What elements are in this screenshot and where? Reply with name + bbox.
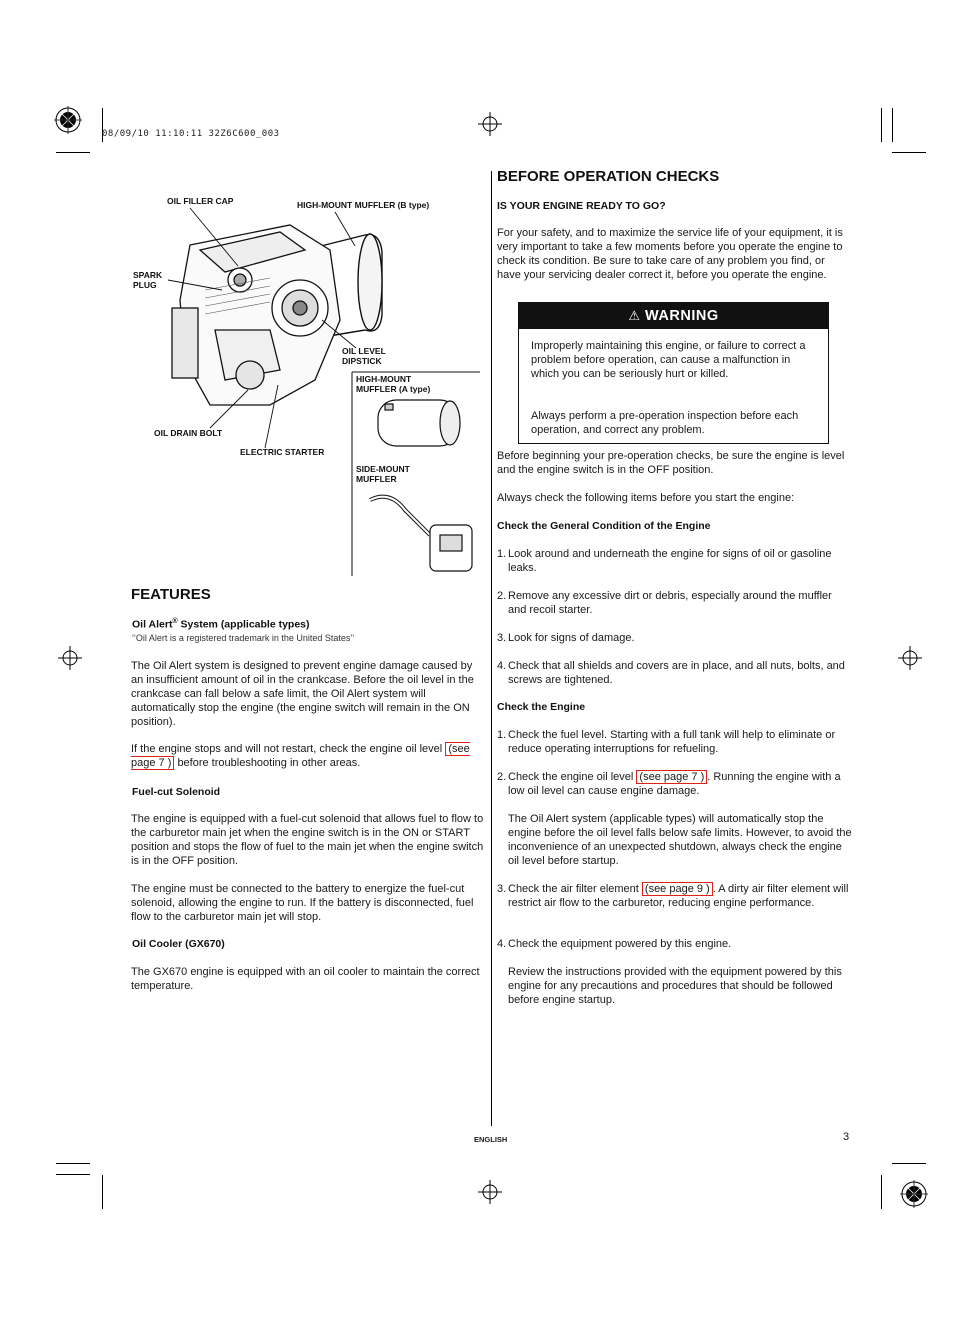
fuel-cut-title: Fuel-cut Solenoid <box>132 786 221 798</box>
checks-title: BEFORE OPERATION CHECKS <box>497 168 720 185</box>
label-electric-starter: ELECTRIC STARTER <box>240 447 325 457</box>
label-oil-drain-bolt: OIL DRAIN BOLT <box>154 428 223 438</box>
warning-box <box>518 302 829 444</box>
crosshair-icon <box>478 1180 502 1204</box>
warning-paragraph-1: Improperly maintaining this engine, or failure to correct a problem before operation, can cause a malfunction in which you can be seriously hurt or killed. <box>531 340 806 380</box>
warning-header: ⚠ WARNING <box>519 303 828 329</box>
ready-paragraph: For your safety, and to maximize the service life of your equipment, it is very important to take a few moments before you operate the engine to check its condition. Be sure to take care of any problem you find, or have your servicing dealer correct it, before you operate the engine. <box>497 227 843 281</box>
oil-alert-trademark: ‘‘Oil Alert is a registered trademark in the United States’’ <box>132 633 355 643</box>
see-page-7-link[interactable]: (see page 7 ) <box>131 743 470 769</box>
oil-cooler-title: Oil Cooler (GX670) <box>132 938 225 950</box>
oil-cooler-paragraph: The GX670 engine is equipped with an oil cooler to maintain the correct temperature. <box>131 966 480 992</box>
label-side-mount-muffler: SIDE-MOUNT MUFFLER <box>356 464 410 484</box>
fuel-cut-paragraph-2: The engine must be connected to the battery to energize the fuel-cut solenoid, allowing the engine to run. If the battery is disconnected, fuel flow to the carburetor main jet will stop. <box>131 883 474 923</box>
crosshair-icon <box>898 646 922 670</box>
crosshair-icon <box>478 112 502 136</box>
see-page-9-link[interactable]: (see page 9 ) <box>642 882 713 896</box>
label-oil-filler-cap: OIL FILLER CAP <box>167 196 234 206</box>
page-number: 3 <box>843 1131 850 1143</box>
print-timestamp: 08/09/10 11:10:11 32Z6C600_003 <box>102 129 280 139</box>
fuel-cut-paragraph-1: The engine is equipped with a fuel-cut solenoid that allows fuel to flow to the carburetor main jet when the engine switch is in the ON or START position and stops the flow of fuel to the main jet when the engine switch is in the OFF position. <box>131 813 484 867</box>
pre-check-paragraph-1: Before beginning your pre-operation checks, be sure the engine is level and the engine switch is in the OFF position. <box>497 450 845 476</box>
warning-paragraph-2: Always perform a pre-operation inspection before each operation, and correct any problem. <box>531 410 799 436</box>
oil-alert-title: Oil Alert® System (applicable types) <box>132 618 310 631</box>
pre-check-paragraph-2: Always check the following items before you start the engine: <box>497 492 795 504</box>
footer-language: ENGLISH <box>474 1135 508 1144</box>
see-page-7-link[interactable]: (see page 7 ) <box>636 770 707 784</box>
check-engine-title: Check the Engine <box>497 701 586 713</box>
label-spark-plug: SPARK PLUG <box>133 270 163 290</box>
registration-target-icon <box>900 1180 928 1208</box>
warning-triangle-icon: ⚠ <box>628 308 641 323</box>
oil-alert-note: The Oil Alert system (applicable types) will automatically stop the engine before the oil level falls below safe limits. However, to avoid the inconvenience of an unexpected shutdown, always check the engine oil level before startup. <box>508 813 852 867</box>
features-title: FEATURES <box>131 586 211 603</box>
oil-alert-paragraph-1: The Oil Alert system is designed to prevent engine damage caused by an insufficient amount of oil in the crankcase. Before the oil level in the crankcase can fall below a safe limit, the Oil Alert system will automatically stop the engine (the engine switch will remain in the ON position). <box>131 660 474 728</box>
equipment-note: Review the instructions provided with the equipment powered by this engine for any precautions and procedures that should be followed before engine startup. <box>508 966 842 1006</box>
registration-target-icon <box>54 106 82 134</box>
crosshair-icon <box>58 646 82 670</box>
label-high-mount-muffler-a: HIGH-MOUNT MUFFLER (A type) <box>356 374 431 394</box>
label-high-mount-muffler-b: HIGH-MOUNT MUFFLER (B type) <box>297 200 430 210</box>
oil-alert-paragraph-2: If the engine stops and will not restart, check the engine oil level (see page 7 ) before troubleshooting in other areas. <box>131 743 470 769</box>
label-oil-level-dipstick: OIL LEVEL DIPSTICK <box>342 346 386 366</box>
column-divider <box>491 171 492 1126</box>
general-condition-title: Check the General Condition of the Engine <box>497 520 711 532</box>
ready-title: IS YOUR ENGINE READY TO GO? <box>497 200 666 212</box>
